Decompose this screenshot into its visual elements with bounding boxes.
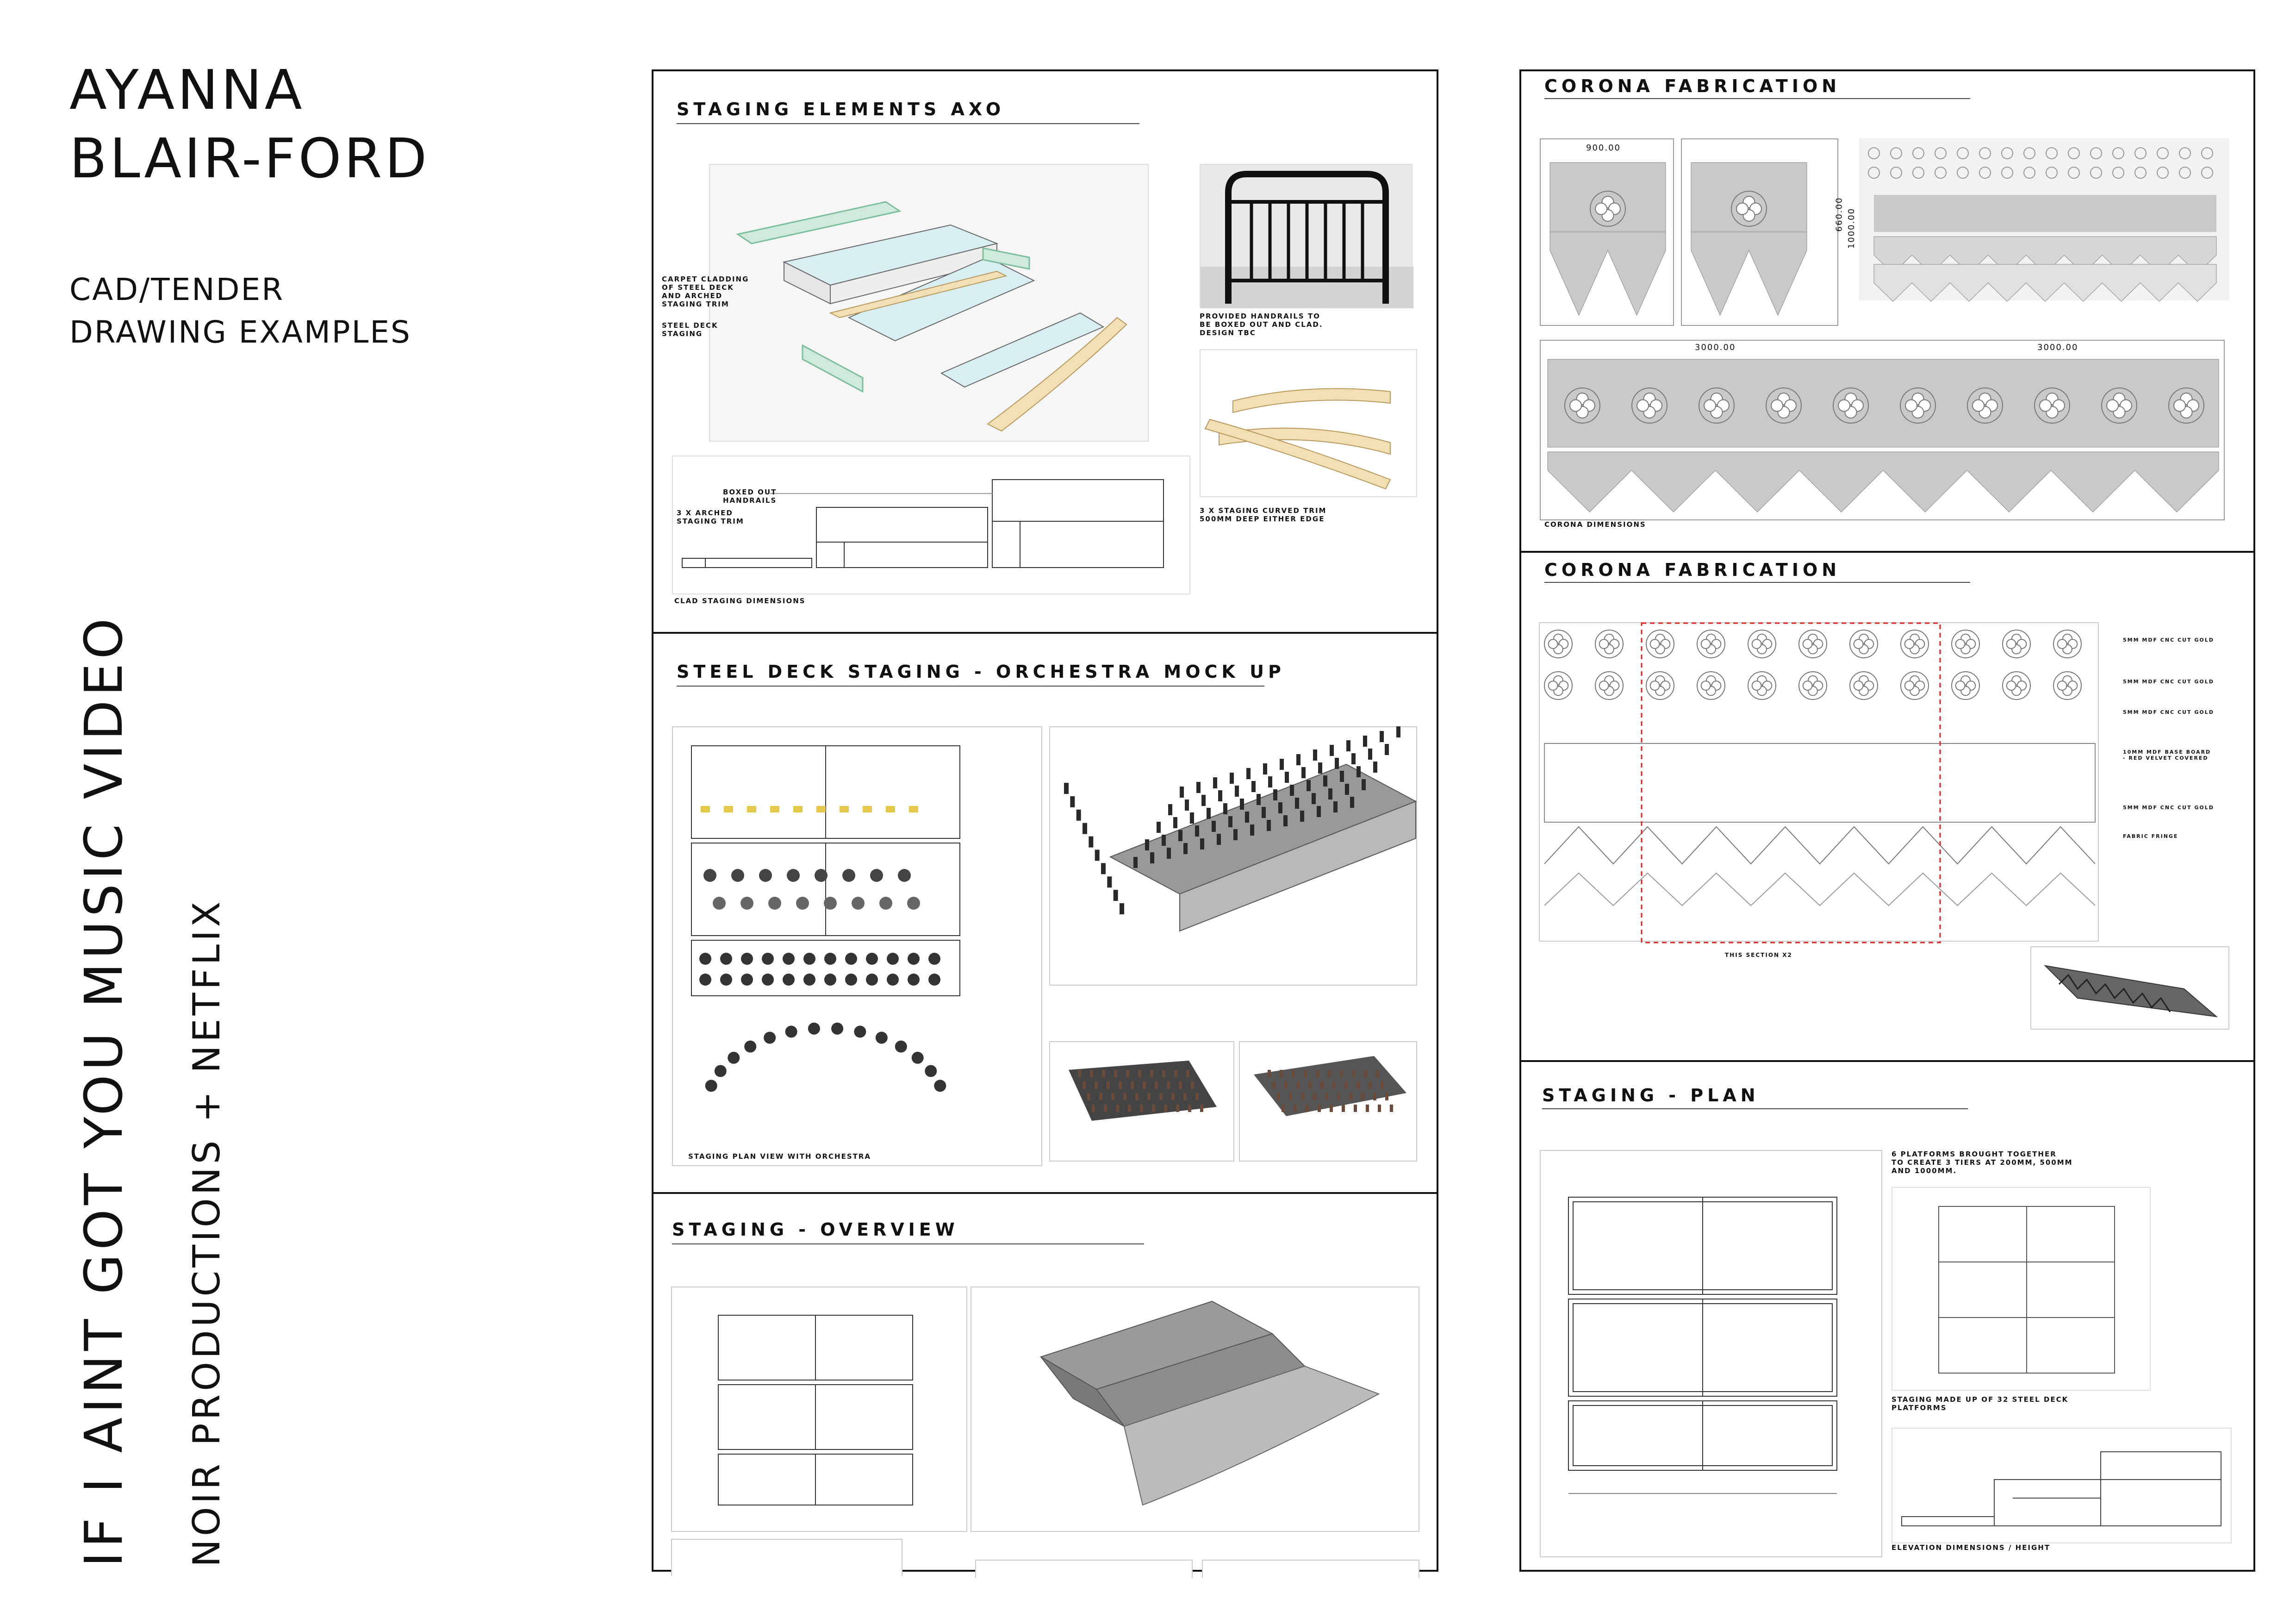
corona-layers-svg: [1540, 623, 2100, 943]
overview-thumb-1: [671, 1539, 902, 1576]
elevation-drawing: [1892, 1428, 2232, 1543]
panel-corona-fabrication-dimensions: [1519, 69, 2255, 553]
corona-elevation-drawing: [1682, 139, 1816, 327]
dim-660: 660.00: [1834, 197, 1844, 232]
platform-grid-drawing: [1892, 1187, 2151, 1391]
subtitle: [69, 269, 411, 354]
caption-staging-plan: STAGING PLAN VIEW WITH ORCHESTRA: [688, 1152, 871, 1161]
curved-trim-render: [1200, 349, 1417, 497]
designer-last-name: BLAIR-FORD: [69, 126, 430, 190]
corona-elevation-2: [1681, 138, 1838, 326]
orchestra-render-large: [1049, 726, 1417, 986]
orchestra-plan-view: [672, 726, 1042, 1166]
orchestra-render-small-drawing: [1050, 1042, 1235, 1162]
subtitle-line2: DRAWING EXAMPLES: [69, 314, 411, 350]
title-underline: [677, 123, 1139, 124]
platform-grid-svg: [1892, 1188, 2152, 1392]
label-layer-5: 5MM MDF CNC CUT GOLD: [2123, 805, 2214, 811]
overview-render-drawing: [971, 1287, 1420, 1533]
panel-title: STAGING - OVERVIEW: [672, 1219, 959, 1240]
clad-staging-dimensions: [672, 456, 1190, 594]
label-carpet-cladding: CARPET CLADDING OF STEEL DECK AND ARCHED STAGING TRIM: [662, 275, 749, 308]
elevation-height-svg: [1892, 1429, 2233, 1544]
elevation-drawing: [673, 456, 1191, 595]
overview-thumb-2: [975, 1560, 1193, 1578]
subtitle-line1: CAD/TENDER: [69, 272, 285, 307]
dim-900: 900.00: [1586, 143, 1621, 153]
note-platforms: 6 PLATFORMS BROUGHT TOGETHER TO CREATE 3 TIERS AT 200MM, 500MM AND 1000MM.: [1892, 1150, 2073, 1175]
staging-plan-svg: [1541, 1151, 1883, 1558]
orchestra-render-small-drawing: [1240, 1042, 1418, 1162]
corona-layers-drawing: [1539, 622, 2099, 942]
caption-corona-dimensions: CORONA DIMENSIONS: [1544, 520, 1646, 529]
axo-drawing: [710, 165, 1150, 443]
dim-3000-right: 3000.00: [2037, 343, 2078, 352]
project-title: IF I AINT GOT YOU MUSIC VIDEO: [74, 614, 134, 1567]
staging-plan-drawing: [1540, 1150, 1882, 1557]
corona-axo-drawing: [2031, 947, 2230, 1031]
orchestra-render-small-1: [1049, 1041, 1234, 1162]
orchestra-plan-drawing: [673, 727, 1043, 1167]
panel-title: STAGING ELEMENTS AXO: [677, 99, 1005, 119]
label-steel-deck: STEEL DECK STAGING: [662, 321, 718, 338]
panel-title: STEEL DECK STAGING - ORCHESTRA MOCK UP: [677, 662, 1285, 682]
handrail-icon: [1201, 165, 1413, 308]
designer-first-name: AYANNA: [69, 58, 305, 122]
panel-staging-plan: [1519, 1060, 2255, 1572]
axo-render: [709, 164, 1149, 442]
corona-full-elevation: [1540, 340, 2225, 520]
caption-this-section: THIS SECTION X2: [1725, 952, 1792, 958]
dim-3000-left: 3000.00: [1695, 343, 1736, 352]
curved-trim-drawing: [1201, 350, 1418, 498]
overview-render: [971, 1287, 1419, 1532]
panel-title: CORONA FABRICATION: [1544, 76, 1841, 96]
dim-1000: 1000.00: [1847, 207, 1857, 249]
corona-cut-pattern: [1859, 138, 2229, 300]
label-arched-trim: 3 X ARCHED STAGING TRIM: [677, 509, 744, 525]
label-layer-1: 5MM MDF CNC CUT GOLD: [2123, 637, 2214, 643]
designer-name: [69, 56, 429, 193]
label-handrails: PROVIDED HANDRAILS TO BE BOXED OUT AND CLAD. DESIGN TBC: [1200, 312, 1323, 337]
panel-staging-elements-axo: [652, 69, 1438, 634]
overview-plan: [671, 1287, 967, 1532]
panel-title: STAGING - PLAN: [1542, 1085, 1760, 1106]
title-underline: [1544, 98, 1970, 99]
title-underline: [1542, 1108, 1968, 1109]
orchestra-render-small-2: [1239, 1041, 1417, 1162]
overview-plan-drawing: [672, 1287, 968, 1533]
overview-thumb-3: [1202, 1560, 1419, 1578]
note-steel-deck: STAGING MADE UP OF 32 STEEL DECK PLATFORMS: [1892, 1395, 2069, 1412]
caption-clad-staging: CLAD STAGING DIMENSIONS: [674, 597, 806, 605]
title-underline: [677, 686, 1264, 687]
label-boxed-handrails: BOXED OUT HANDRAILS: [723, 488, 777, 505]
label-layer-3: 5MM MDF CNC CUT GOLD: [2123, 709, 2214, 715]
handrail-photo: [1200, 164, 1412, 307]
corona-cut-pattern-drawing: [1860, 139, 2230, 301]
orchestra-render-drawing: [1050, 727, 1418, 987]
caption-elevation: ELEVATION DIMENSIONS / HEIGHT: [1892, 1543, 2051, 1552]
project-client: NOIR PRODUCTIONS + NETFLIX: [185, 898, 228, 1567]
corona-full-drawing: [1541, 341, 2226, 521]
title-underline: [672, 1243, 1144, 1244]
title-underline: [1544, 582, 1970, 583]
label-curved-trim: 3 X STAGING CURVED TRIM 500MM DEEP EITHER EDGE: [1200, 506, 1327, 523]
panel-staging-overview: [652, 1192, 1438, 1572]
corona-axo-render: [2030, 946, 2229, 1030]
panel-orchestra-mock-up: [652, 632, 1438, 1194]
corona-elevation-drawing: [1541, 139, 1675, 327]
panel-title: CORONA FABRICATION: [1544, 560, 1841, 580]
corona-elevation-1: [1540, 138, 1674, 326]
panel-corona-fabrication-layers: [1519, 551, 2255, 1062]
label-layer-4: 10MM MDF BASE BOARD - RED VELVET COVERED: [2123, 749, 2211, 761]
label-layer-2: 5MM MDF CNC CUT GOLD: [2123, 679, 2214, 685]
label-layer-6: FABRIC FRINGE: [2123, 833, 2178, 839]
